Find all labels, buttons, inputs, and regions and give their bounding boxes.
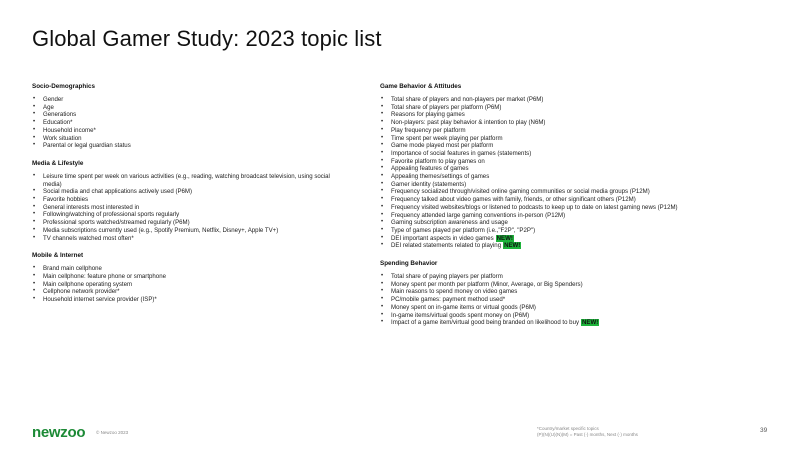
list-item — [380, 319, 780, 327]
list-item-text: Cellphone network provider* — [43, 288, 120, 296]
list-item-text: Frequency socialized through/visited online gaming communities or social media groups (P12M) — [391, 188, 650, 196]
list-item-text: Impact of a game item/virtual good being branded on likelihood to buy — [391, 319, 580, 327]
list-item-text: In-game items/virtual goods spent money on (P6M) — [391, 311, 530, 319]
list-item-text: Social media and chat applications actively used (P6M) — [43, 188, 193, 196]
list-item-text: Type of games played per platform (i.e.,"F2P", "P2P") — [391, 226, 536, 234]
list-item — [380, 196, 780, 204]
list-item — [380, 212, 780, 220]
list-item-text: Media subscriptions currently used (e.g., Spotify Premium, Netflix, Disney+, Apple TV+) — [43, 226, 279, 234]
topic-list — [380, 96, 780, 250]
section-heading: Socio-Demographics — [32, 83, 95, 90]
list-item-text: Main cellphone operating system — [43, 280, 133, 288]
new-badge: NEW! — [496, 234, 513, 242]
footnote-line-2: (P)(N)(U)(N)(M) = Past (·) months, Next (·) months — [537, 432, 638, 437]
left-column — [32, 83, 332, 314]
list-item-text: Money spent on in-game items or virtual goods (P6M) — [391, 303, 536, 311]
list-item — [380, 242, 780, 250]
list-item-text: Generations — [43, 111, 77, 119]
list-item — [32, 196, 332, 204]
list-item-text: DEI related statements related to playing — [391, 242, 502, 250]
list-item-text: Brand main cellphone — [43, 265, 102, 273]
list-item-text: Importance of social features in games (statements) — [391, 149, 532, 157]
list-item-text: Total share of players per platform (P6M) — [391, 103, 502, 111]
footnote — [537, 426, 638, 438]
list-item — [32, 235, 332, 243]
list-item — [380, 150, 780, 158]
list-item-text: TV channels watched most often* — [43, 234, 134, 242]
list-item — [380, 273, 780, 281]
list-item-text: Following/watching of professional sports regularly — [43, 211, 180, 219]
list-item — [380, 235, 780, 243]
list-item-text: Main reasons to spend money on video games — [391, 288, 518, 296]
list-item — [380, 181, 780, 189]
list-item-text: Appealing features of games — [391, 165, 469, 173]
footnote-line-1: *Country/market specific topics — [537, 426, 599, 431]
list-item — [380, 227, 780, 235]
list-item-text: Total share of paying players per platform — [391, 273, 503, 281]
list-item — [32, 204, 332, 212]
list-item — [32, 188, 332, 196]
list-item-text: Work situation — [43, 134, 82, 142]
list-item — [380, 219, 780, 227]
list-item-text: Appealing themes/settings of games — [391, 173, 490, 181]
list-item — [32, 127, 332, 135]
list-item — [380, 111, 780, 119]
topic-list — [380, 273, 780, 327]
list-item — [32, 227, 332, 235]
list-item-text: Total share of players and non-players per market (P6M) — [391, 96, 544, 103]
list-item-text: Leisure time spent per week on various activities (e.g., reading, watching broadcast television, using social media) — [43, 172, 330, 188]
list-item-text: Gaming subscription awareness and usage — [391, 219, 508, 227]
list-item-text: Non-players: past play behavior & intention to play (N6M) — [391, 119, 546, 127]
list-item-text: Professional sports watched/streamed regularly (P6M) — [43, 219, 190, 227]
section-heading: Spending Behavior — [380, 260, 438, 268]
topic-list — [32, 173, 332, 242]
list-item — [32, 211, 332, 219]
list-item — [32, 265, 332, 273]
list-item — [32, 104, 332, 112]
list-item — [32, 288, 332, 296]
list-item — [380, 312, 780, 320]
list-item — [32, 173, 332, 188]
list-item — [32, 119, 332, 127]
list-item-text: Household internet service provider (ISP)* — [43, 296, 157, 304]
list-item-text: Age — [43, 103, 54, 111]
list-item-text: Main cellphone: feature phone or smartphone — [43, 272, 166, 280]
list-item-text: Parental or legal guardian status — [43, 142, 131, 150]
new-badge: NEW! — [582, 319, 599, 327]
list-item-text: Gamer identity (statements) — [391, 180, 467, 188]
list-item-text: Household income* — [43, 126, 96, 134]
list-item — [380, 304, 780, 312]
list-item — [380, 142, 780, 150]
newzoo-logo: newzoo — [32, 424, 86, 441]
list-item-text: PC/mobile games: payment method used* — [391, 296, 506, 304]
list-item — [380, 288, 780, 296]
list-item — [32, 142, 332, 150]
list-item — [380, 281, 780, 289]
list-item-text: Favorite hobbies — [43, 196, 89, 204]
list-item-text: Favorite platform to play games on — [391, 157, 485, 165]
list-item-text: Game mode played most per platform — [391, 142, 494, 150]
right-column — [380, 83, 780, 337]
list-item — [380, 158, 780, 166]
list-item-text: Time spent per week playing per platform — [391, 134, 503, 142]
list-item-text: Education* — [43, 119, 73, 127]
list-item-text: General interests most interested in — [43, 203, 140, 211]
new-badge: NEW! — [504, 242, 521, 250]
list-item — [380, 96, 780, 104]
list-item — [380, 296, 780, 304]
list-item — [380, 104, 780, 112]
list-item-text: DEI important aspects in video games — [391, 234, 494, 242]
list-item — [380, 188, 780, 196]
list-item-text: Frequency visited websites/blogs or listened to podcasts to keep up to date on latest gaming news (P12M) — [391, 203, 678, 211]
list-item — [380, 165, 780, 173]
list-item — [32, 296, 332, 304]
page-number: 39 — [760, 427, 768, 434]
list-item — [380, 119, 780, 127]
list-item — [32, 111, 332, 119]
list-item — [380, 173, 780, 181]
slide-title: Global Gamer Study: 2023 topic list — [32, 26, 382, 51]
list-item-text: Play frequency per platform — [391, 126, 466, 134]
topic-list — [32, 265, 332, 304]
topic-list — [32, 96, 332, 150]
list-item-text: Frequency attended large gaming conventions in-person (P12M) — [391, 211, 566, 219]
section-heading: Mobile & Internet — [32, 252, 84, 260]
copyright-text: © Newzoo 2023 — [96, 430, 129, 435]
list-item — [380, 204, 780, 212]
list-item — [32, 219, 332, 227]
section-heading: Media & Lifestyle — [32, 159, 84, 167]
list-item-text: Money spent per month per platform (Minor, Average, or Big Spenders) — [391, 280, 583, 288]
list-item-text: Frequency talked about video games with family, friends, or other significant others (P12M) — [391, 196, 636, 204]
list-item — [32, 135, 332, 143]
list-item-text: Gender — [43, 96, 64, 103]
list-item — [32, 281, 332, 289]
section-heading: Game Behavior & Attitudes — [380, 83, 462, 90]
list-item-text: Reasons for playing games — [391, 111, 465, 119]
list-item — [380, 127, 780, 135]
list-item — [32, 273, 332, 281]
list-item — [380, 135, 780, 143]
list-item — [32, 96, 332, 104]
